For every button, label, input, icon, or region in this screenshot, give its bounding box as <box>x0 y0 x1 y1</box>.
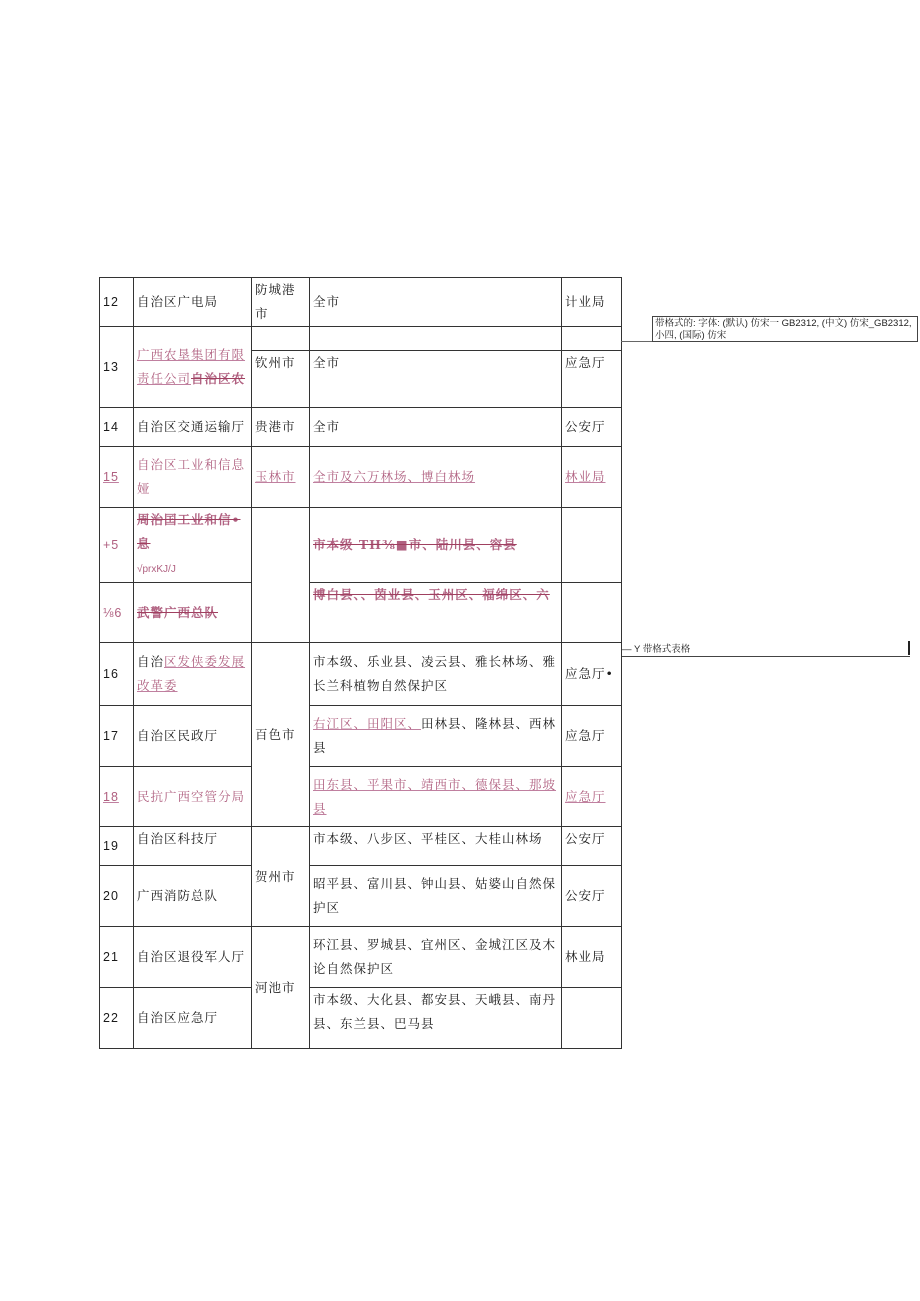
table-row <box>100 706 622 767</box>
revised-text: 区发侠委发展改革委 <box>137 654 246 693</box>
table-row <box>100 827 622 866</box>
deleted-subtext: √prxKJ/J <box>137 564 176 575</box>
org-text: 自治区工业和信息 <box>137 457 246 472</box>
area-text: 田林县、隆林县、西林县 <box>313 716 557 755</box>
lead-cell: 公安厅 <box>562 408 622 447</box>
city-cell: 贵港市 <box>252 408 310 447</box>
lead-cell: 应急厅• <box>562 643 622 706</box>
area-cell <box>310 583 562 643</box>
lead-cell: 公安厅 <box>562 866 622 927</box>
city-cell: 钦州市 <box>252 351 310 408</box>
revised-text: 右江区、田阳区、 <box>313 716 422 731</box>
city-cell: 防城港市 <box>252 278 310 327</box>
empty-cell <box>562 583 622 643</box>
lead-cell: 林业局 <box>562 927 622 988</box>
lead-cell: 应急厅 <box>562 351 622 408</box>
org-cell <box>134 508 252 583</box>
table-row <box>100 508 622 583</box>
area-cell: 市本级、八步区、平桂区、大桂山林场 <box>310 827 562 866</box>
area-cell <box>310 706 562 767</box>
table-format-comment[interactable]: — Y 带格式表格 <box>622 644 910 657</box>
row-number: 18 <box>100 767 134 827</box>
area-cell: 昭平县、富川县、钟山县、姑婆山自然保护区 <box>310 866 562 927</box>
org-cell <box>134 327 252 408</box>
empty-cell <box>562 988 622 1049</box>
org-cell: 民抗广西空管分局 <box>134 767 252 827</box>
table-row <box>100 988 622 1049</box>
lead-cell: 林业局 <box>562 447 622 508</box>
area-cell: 全市及六万林场、博白林场 <box>310 447 562 508</box>
org-cell <box>134 583 252 643</box>
assignment-table <box>99 277 622 1049</box>
lead-cell: 应急厅 <box>562 706 622 767</box>
row-number: 12 <box>100 278 134 327</box>
city-cell: 玉林市 <box>252 447 310 508</box>
area-cell: 市本级、大化县、都安县、天峨县、南丹县、东兰县、巴马县 <box>310 988 562 1049</box>
empty-cell <box>562 508 622 583</box>
table-row <box>100 408 622 447</box>
comment-connector <box>621 341 653 342</box>
org-cell: 自治区科技厅 <box>134 827 252 866</box>
empty-cell <box>562 327 622 351</box>
org-cell: 自治区退役军人厅 <box>134 927 252 988</box>
lead-cell: 应急厅 <box>562 767 622 827</box>
org-tail: 娅 <box>137 481 151 496</box>
org-cell: 自治区应急厅 <box>134 988 252 1049</box>
table-row <box>100 643 622 706</box>
org-cell: 自治区交通运输厅 <box>134 408 252 447</box>
table-row <box>100 866 622 927</box>
row-number: 13 <box>100 327 134 408</box>
row-number: 22 <box>100 988 134 1049</box>
area-cell <box>310 508 562 583</box>
row-number: 15 <box>100 447 134 508</box>
org-cell: 广西消防总队 <box>134 866 252 927</box>
empty-cell <box>252 327 310 351</box>
table-row <box>100 447 622 508</box>
table-row <box>100 583 622 643</box>
org-cell <box>134 447 252 508</box>
deleted-text: 武警广西总队 <box>137 604 219 620</box>
deleted-text: 市本级 TH⅜■市、陆川县、容县 <box>313 537 517 552</box>
comment-marker <box>908 641 910 655</box>
revised-text: 广西农垦集团有限责任公司 <box>137 347 246 386</box>
area-cell: 全市 <box>310 351 562 408</box>
empty-cell <box>310 327 562 351</box>
city-cell: 河池市 <box>252 927 310 1049</box>
city-cell: 贺州市 <box>252 827 310 927</box>
deleted-text: 自治区农 <box>191 371 246 386</box>
table-row <box>100 927 622 988</box>
row-number: +5 <box>100 508 134 583</box>
row-number: 20 <box>100 866 134 927</box>
row-number: 17 <box>100 706 134 767</box>
city-cell: 百色市 <box>252 643 310 827</box>
deleted-text: 周治囯工业和信•息 <box>137 512 241 551</box>
org-cell: 自治区民政厅 <box>134 706 252 767</box>
row-number: 16 <box>100 643 134 706</box>
org-cell: 自治区广电局 <box>134 278 252 327</box>
row-number: 14 <box>100 408 134 447</box>
area-cell: 田东县、平果市、靖西市、德保县、那坡县 <box>310 767 562 827</box>
empty-cell <box>252 508 310 643</box>
org-text: 自治 <box>137 654 165 669</box>
format-comment-balloon[interactable]: 带格式的: 字体: (默认) 仿宋一 GB2312, (中文) 仿宋_GB2312,小四, (国际) 仿宋 <box>652 316 918 342</box>
area-cell: 全市 <box>310 278 562 327</box>
org-cell <box>134 643 252 706</box>
lead-cell: 公安厅 <box>562 827 622 866</box>
row-number: ⅛6 <box>100 583 134 643</box>
lead-cell: 计业局 <box>562 278 622 327</box>
deleted-text: 博白县、、茵业县、玉州区、福绵区、六 <box>313 587 550 602</box>
area-cell: 全市 <box>310 408 562 447</box>
area-cell: 市本级、乐业县、凌云县、雅长林场、雅长兰科植物自然保护区 <box>310 643 562 706</box>
row-number: 21 <box>100 927 134 988</box>
table-row <box>100 327 622 351</box>
row-number: 19 <box>100 827 134 866</box>
table-row <box>100 767 622 827</box>
table-row <box>100 278 622 327</box>
area-cell: 环江县、罗城县、宜州区、金城江区及木论自然保护区 <box>310 927 562 988</box>
